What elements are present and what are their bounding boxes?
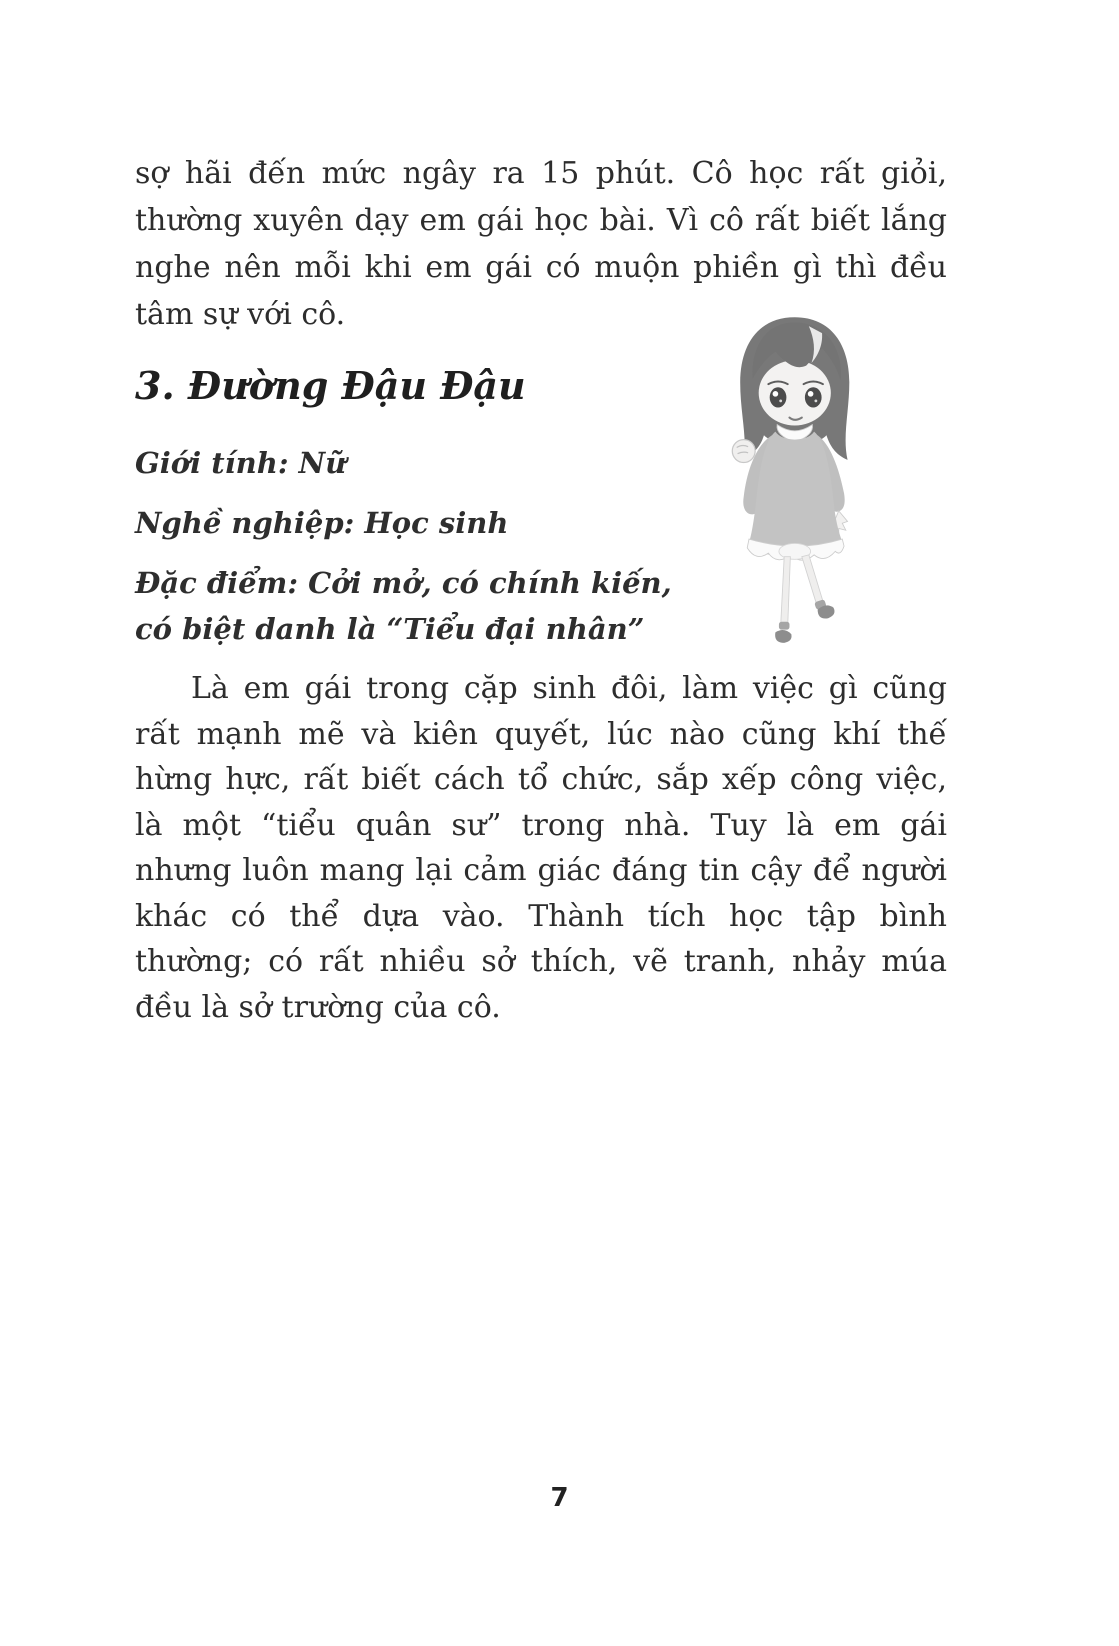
chibi-girl-illustration: [718, 312, 868, 664]
body-paragraph: Là em gái trong cặp sinh đôi, làm việc gì cũng rất mạnh mẽ và kiên quyết, lúc nào cũng khí thế hừng hực, rất biết cách tổ chức, sắp xếp công việc, là một “tiểu quân sư” trong nhà. Tuy là em gái nhưng luôn mang lại cảm giác đáng tin cậy để người khác có thể dựa vào. Thành tích học tập bình thường; có rất nhiều sở thích, vẽ tranh, nhảy múa đều là sở trường của cô.: [135, 671, 947, 1025]
intro-paragraph: sợ hãi đến mức ngây ra 15 phút. Cô học rất giỏi, thường xuyên dạy em gái học bài. Vì cô rất biết lắng nghe nên mỗi khi em gái có muộn phiền gì thì đều tâm sự với cô.: [135, 156, 947, 332]
attribute-traits: Đặc điểm: Cởi mở, có chính kiến, có biệt danh là “Tiểu đại nhân”: [135, 566, 672, 646]
chibi-girl-svg: [718, 312, 868, 664]
page-number: 7: [550, 1483, 569, 1513]
attribute-occupation: Nghề nghiệp: Học sinh: [135, 506, 509, 540]
section-heading: 3. Đường Đậu Đậu: [135, 363, 526, 408]
attribute-gender: Giới tính: Nữ: [135, 446, 347, 480]
